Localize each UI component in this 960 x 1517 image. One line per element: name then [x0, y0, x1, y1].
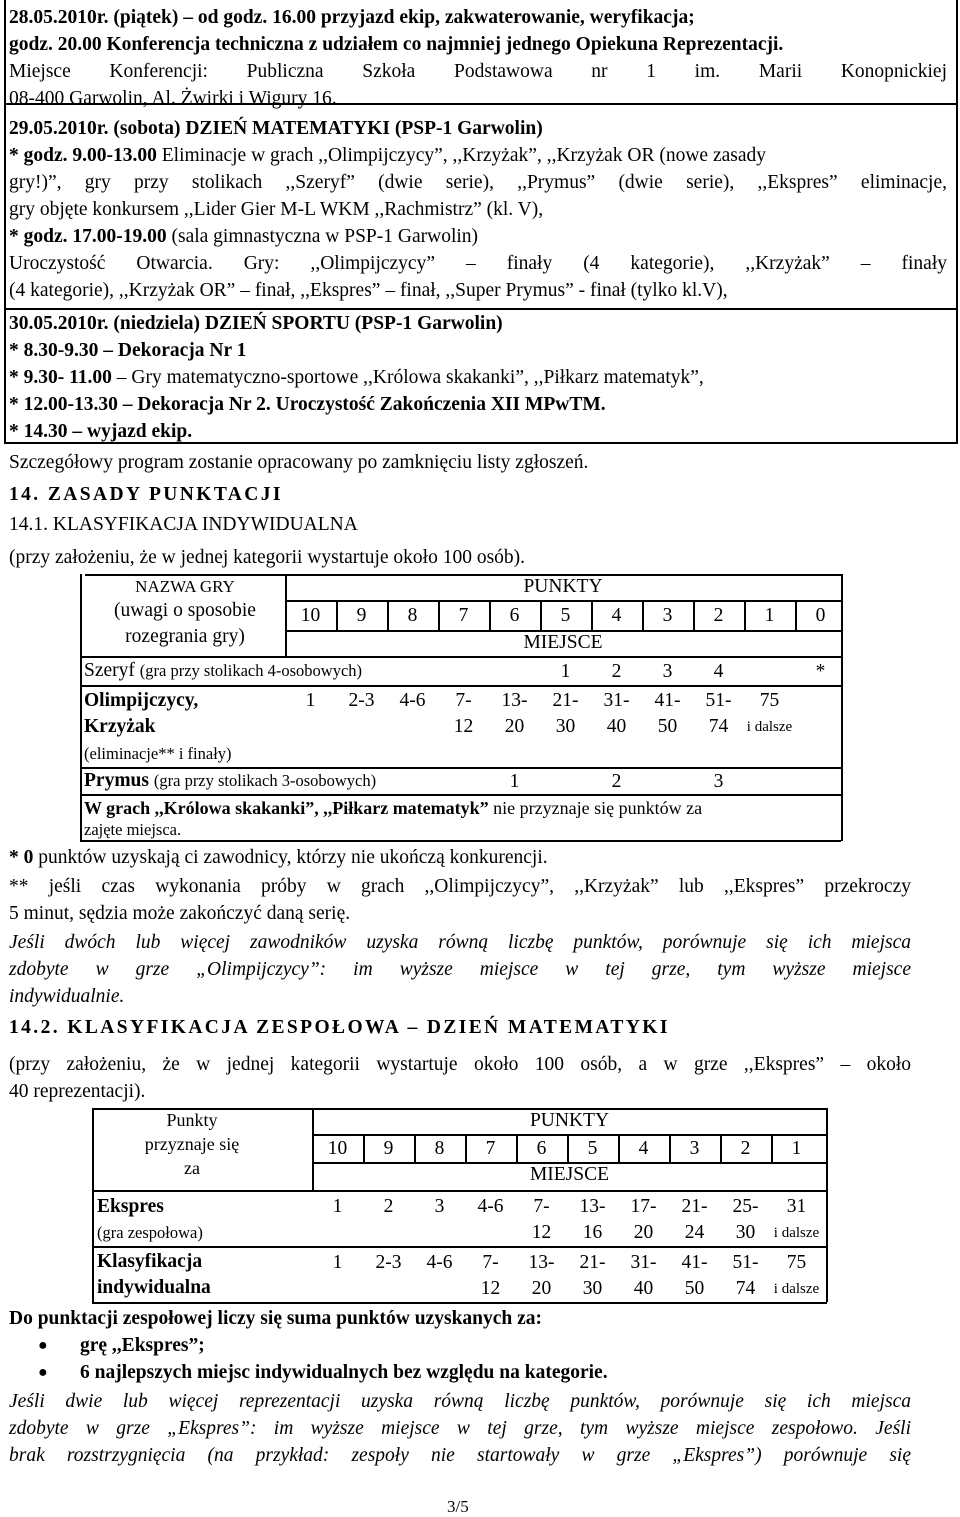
schedule-divider [4, 308, 958, 310]
assumption-note: (przy założeniu, że w jednej kategorii wystartuje około 100 osób, a w grze ,,Ekspres” – około [9, 1054, 911, 1075]
list-item: 6 najlepszych miejsc indywidualnych bez względu na kategorie. [80, 1362, 608, 1383]
table-header-points: PUNKTY [529, 1110, 610, 1131]
place-cell: 31- [603, 690, 630, 711]
assumption-note: (przy założeniu, że w jednej kategorii wystartuje około 100 osób). [9, 547, 526, 568]
points-cell: 9 [356, 605, 367, 626]
schedule-line: * godz. 9.00-13.00 Eliminacje w grach ,,Olimpijczycy”, ,,Krzyżak”, ,,Krzyżak OR (nowe zasady [9, 145, 767, 166]
place-cell: 12 [480, 1278, 501, 1299]
place-cell: 3 [434, 1196, 445, 1217]
note-line: 5 minut, sędzia może zakończyć daną serię. [9, 903, 351, 924]
schedule-line: (4 kategorie), ,,Krzyżak OR” – finał, ,,Ekspres” – finał, ,,Super Prymus” - finał (tylko kl.V), [9, 280, 728, 301]
note-line: * 0 punktów uzyskają ci zawodnicy, którzy nie ukończą konkurencji. [9, 847, 548, 868]
points-cell: 3 [662, 605, 673, 626]
schedule-line: godz. 20.00 Konferencja techniczna z udziałem co najmniej jednego Opiekuna Reprezentacji. [9, 34, 784, 55]
place-cell: 1 [560, 661, 571, 682]
place-cell: 17- [630, 1196, 657, 1217]
place-cell: 41- [654, 690, 681, 711]
place-cell: 4-6 [477, 1196, 504, 1217]
section-title: 14.2. KLASYFIKACJA ZESPOŁOWA – DZIEŃ MATEMATYKI [9, 1017, 670, 1038]
table-header-note: (uwagi o sposobie [114, 600, 256, 621]
schedule-day-heading: 30.05.2010r. (niedziela) DZIEŃ SPORTU (PSP-1 Garwolin) [9, 313, 503, 334]
table-header: za [184, 1158, 200, 1178]
schedule-line: 08-400 Garwolin, Al. Żwirki i Wigury 16. [9, 88, 337, 109]
place-cell: 25- [732, 1196, 759, 1217]
place-cell: 40 [633, 1278, 654, 1299]
schedule-line: gry objęte konkursem ,,Lider Gier M-L WKM ,,Rachmistrz” (kl. V), [9, 199, 544, 220]
table-header-place: MIEJSCE [529, 1164, 610, 1185]
points-cell: 4 [611, 605, 622, 626]
place-cell: 50 [684, 1278, 705, 1299]
schedule-line: * 9.30- 11.00 – Gry matematyczno-sportowe ,,Królowa skakanki”, ,,Piłkarz matematyk”, [9, 367, 704, 388]
points-cell: 1 [791, 1138, 802, 1159]
points-cell: 5 [587, 1138, 598, 1159]
points-cell: 1 [764, 605, 775, 626]
points-cell: 6 [509, 605, 520, 626]
game-row-olimpijczycy: Olimpijczycy, [84, 690, 199, 711]
table-note: W grach ,,Królowa skakanki”, ,,Piłkarz matematyk” nie przyznaje się punktów za [84, 798, 703, 818]
points-cell: 0 [815, 605, 826, 626]
table-header: Punkty [166, 1110, 218, 1130]
schedule-line: 28.05.2010r. (piątek) – od godz. 16.00 przyjazd ekip, zakwaterowanie, weryfikacja; [9, 7, 695, 28]
points-cell: 10 [300, 605, 321, 626]
schedule-line: * 12.00-13.30 – Dekoracja Nr 2. Uroczystość Zakończenia XII MPwTM. [9, 394, 606, 415]
points-cell: 3 [689, 1138, 700, 1159]
place-cell: 2-3 [375, 1252, 402, 1273]
subsection-title: 14.1. KLASYFIKACJA INDYWIDUALNA [9, 514, 358, 535]
place-cell: 1 [332, 1252, 343, 1273]
points-cell: 10 [327, 1138, 348, 1159]
place-cell: i dalsze [773, 1281, 820, 1297]
points-cell: 7 [485, 1138, 496, 1159]
place-cell: 21- [681, 1196, 708, 1217]
rule-line: brak rozstrzygnięcia (na przykład: zespoły nie startowały w grze „Ekspres”) porównuje się [9, 1445, 911, 1466]
place-cell: 7- [533, 1196, 550, 1217]
place-cell: 21- [579, 1252, 606, 1273]
place-cell: 2 [383, 1196, 394, 1217]
place-cell: 20 [633, 1222, 654, 1243]
place-cell: 50 [657, 716, 678, 737]
place-cell: 20 [531, 1278, 552, 1299]
points-cell: 6 [536, 1138, 547, 1159]
points-cell: 8 [407, 605, 418, 626]
place-cell: 4-6 [399, 690, 426, 711]
place-cell: 1 [332, 1196, 343, 1217]
place-cell: * [815, 661, 826, 682]
schedule-line: gry!)”, gry przy stolikach ,,Szeryf” (dwie serie), ,,Prymus” (dwie serie), ,,Ekspres” eliminacje, [9, 172, 947, 193]
place-cell: 21- [552, 690, 579, 711]
schedule-line: Uroczystość Otwarcia. Gry: ,,Olimpijczycy” – finały (4 kategorie), ,,Krzyżak” – finały [9, 253, 947, 274]
list-item: grę ,,Ekspres”; [80, 1335, 205, 1356]
points-cell: 4 [638, 1138, 649, 1159]
bullet-icon: ● [38, 1337, 48, 1354]
team-rules-heading: Do punktacji zespołowej liczy się suma punktów uzyskanych za: [9, 1308, 543, 1329]
game-row-note: (gra zespołowa) [97, 1223, 203, 1242]
game-row-note: (eliminacje** i finały) [84, 744, 232, 763]
place-cell: 4-6 [426, 1252, 453, 1273]
place-cell: 75 [759, 690, 780, 711]
place-cell: 7- [482, 1252, 499, 1273]
assumption-note: 40 reprezentacji). [9, 1081, 146, 1102]
table-header-place: MIEJSCE [523, 632, 603, 653]
game-row-krzyzak: Krzyżak [84, 716, 156, 737]
place-cell: 30 [555, 716, 576, 737]
place-cell: 41- [681, 1252, 708, 1273]
program-note: Szczegółowy program zostanie opracowany po zamknięciu listy zgłoszeń. [9, 452, 589, 473]
place-cell: 74 [708, 716, 729, 737]
place-cell: 12 [531, 1222, 552, 1243]
place-cell: 24 [684, 1222, 705, 1243]
schedule-day-heading: 29.05.2010r. (sobota) DZIEŃ MATEMATYKI (PSP-1 Garwolin) [9, 118, 543, 139]
points-cell: 7 [458, 605, 469, 626]
points-cell: 8 [434, 1138, 445, 1159]
game-row-ekspres: Ekspres [97, 1196, 164, 1217]
place-cell: 75 [786, 1252, 807, 1273]
table-header-note: rozegrania gry) [125, 626, 245, 647]
place-cell: 1 [305, 690, 316, 711]
page-number: 3/5 [447, 1497, 469, 1516]
place-cell: 31 [786, 1196, 807, 1217]
points-cell: 5 [560, 605, 571, 626]
place-cell: 2 [611, 661, 622, 682]
place-cell: 30 [582, 1278, 603, 1299]
note-line: ** jeśli czas wykonania próby w grach ,,Olimpijczycy”, ,,Krzyżak” lub ,,Ekspres” przekroczy [9, 876, 911, 897]
section-title: 14. ZASADY PUNKTACJI [9, 484, 283, 505]
note-line: indywidualnie. [9, 986, 125, 1007]
game-row-klasyfikacja: Klasyfikacja [97, 1251, 203, 1272]
table-header-points: PUNKTY [523, 576, 603, 597]
game-row-prymus: Prymus (gra przy stolikach 3-osobowych) [84, 770, 377, 791]
place-cell: 13- [528, 1252, 555, 1273]
place-cell: 20 [504, 716, 525, 737]
points-cell: 2 [740, 1138, 751, 1159]
place-cell: 4 [713, 661, 724, 682]
place-cell: 51- [705, 690, 732, 711]
place-cell: 3 [713, 771, 724, 792]
place-cell: 40 [606, 716, 627, 737]
rule-line: zdobyte w grze „Ekspres”: im wyższe miejsce w tej grze, tym wyższe miejsce zespołowo. Jeśli [9, 1418, 911, 1439]
schedule-line: Miejsce Konferencji: Publiczna Szkoła Podstawowa nr 1 im. Marii Konopnickiej [9, 61, 947, 82]
place-cell: 2-3 [348, 690, 375, 711]
place-cell: 1 [509, 771, 520, 792]
place-cell: i dalsze [773, 1225, 820, 1241]
note-line: Jeśli dwóch lub więcej zawodników uzyska równą liczbę punktów, porównuje się ich miejsca [9, 932, 911, 953]
schedule-line: * 8.30-9.30 – Dekoracja Nr 1 [9, 340, 247, 361]
place-cell: 30 [735, 1222, 756, 1243]
game-row-szeryf: Szeryf (gra przy stolikach 4-osobowych) [84, 660, 363, 681]
place-cell: 7- [455, 690, 472, 711]
table-header-name: NAZWA GRY [135, 577, 235, 596]
place-cell: i dalsze [746, 719, 793, 735]
place-cell: 31- [630, 1252, 657, 1273]
place-cell: 3 [662, 661, 673, 682]
schedule-line: * 14.30 – wyjazd ekip. [9, 421, 193, 442]
table-note: zajęte miejsca. [84, 820, 182, 839]
place-cell: 74 [735, 1278, 756, 1299]
note-line: zdobyte w grze „Olimpijczycy”: im wyższe miejsce w tej grze, tym wyższe miejsce [9, 959, 911, 980]
schedule-line: * godz. 17.00-19.00 (sala gimnastyczna w PSP-1 Garwolin) [9, 226, 479, 247]
table-header: przyznaje się [144, 1134, 240, 1154]
place-cell: 13- [501, 690, 528, 711]
rule-line: Jeśli dwie lub więcej reprezentacji uzyska równą liczbę punktów, porównuje się ich miejsca [9, 1391, 911, 1412]
place-cell: 13- [579, 1196, 606, 1217]
game-row-klasyfikacja: indywidualna [97, 1277, 211, 1298]
place-cell: 51- [732, 1252, 759, 1273]
bullet-icon: ● [38, 1364, 48, 1381]
points-cell: 2 [713, 605, 724, 626]
place-cell: 2 [611, 771, 622, 792]
place-cell: 12 [453, 716, 474, 737]
place-cell: 16 [582, 1222, 603, 1243]
points-cell: 9 [383, 1138, 394, 1159]
